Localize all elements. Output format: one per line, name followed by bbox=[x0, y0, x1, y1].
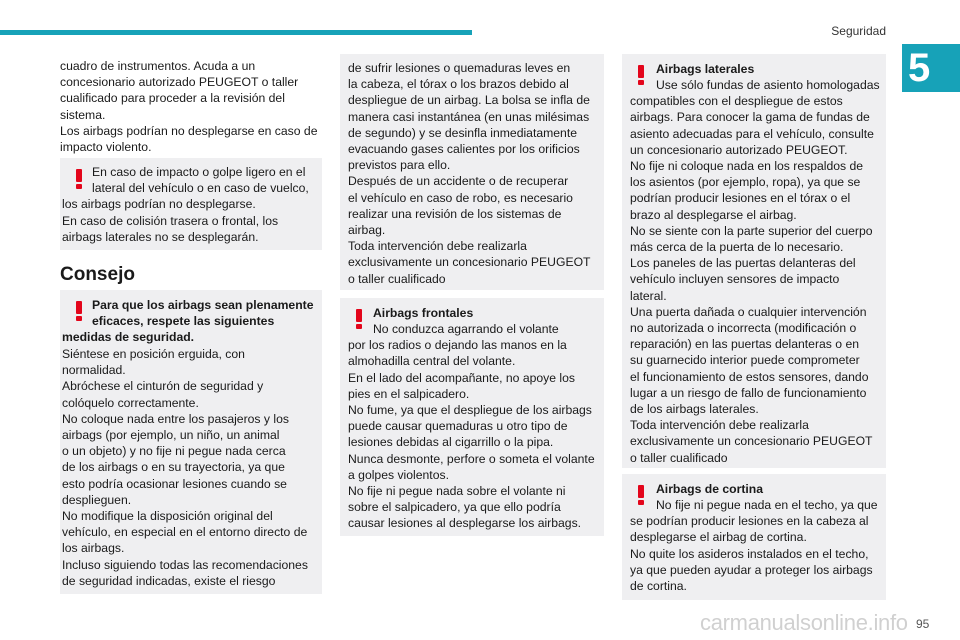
text-line: exclusivamente un concesionario PEUGEOT bbox=[348, 255, 591, 270]
text-line: concesionario autorizado PEUGEOT o taller bbox=[60, 75, 299, 90]
text-line: normalidad. bbox=[62, 363, 126, 378]
text-line: brazo al desplegarse el airbag. bbox=[630, 207, 797, 222]
text-line: lesiones debidas al cigarrillo o la pipa. bbox=[348, 435, 554, 450]
warning-impact-text bbox=[62, 164, 309, 245]
text-line: realizar una revisión de los sistemas de bbox=[348, 206, 562, 221]
text-line: No fije ni pegue nada en el techo, ya que bbox=[656, 498, 878, 512]
text-line: vehículo, en especial en el entorno directo de bbox=[62, 525, 308, 540]
text-line: Toda intervención debe realizarla bbox=[348, 239, 527, 254]
advice-text bbox=[62, 346, 308, 589]
text-line: de los airbags o en su trayectoria, ya que bbox=[62, 460, 285, 475]
text-line: no autorizada o incorrecta (modificación o bbox=[630, 321, 857, 336]
text-line: esto podría ocasionar lesiones cuando se bbox=[62, 476, 287, 491]
text-line: ya que pueden ayudar a proteger los airbags bbox=[630, 562, 873, 577]
text-line: un concesionario autorizado PEUGEOT. bbox=[630, 142, 848, 157]
text-line: No fije ni coloque nada en los respaldos de bbox=[630, 159, 864, 174]
text-line: de seguridad indicadas, existe el riesgo bbox=[62, 573, 276, 588]
text-line: Use sólo fundas de asiento homologadas bbox=[656, 78, 880, 92]
text-line: airbags. Para conocer la gama de fundas de bbox=[630, 110, 870, 125]
text-line: reparación) en las puertas delanteras o en bbox=[630, 337, 859, 352]
text-line: Los airbags podrían no desplegarse en caso de bbox=[60, 123, 318, 138]
text-line: pies en el salpicadero. bbox=[348, 386, 470, 401]
page-number: 95 bbox=[916, 617, 930, 631]
col1-intro bbox=[60, 58, 317, 155]
text-line: airbags (por ejemplo, un niño, un animal bbox=[62, 428, 280, 443]
text-line: asiento adecuadas para el vehículo, consulte bbox=[630, 126, 874, 141]
text-line: o un objeto) y no fije ni pegue nada cerca bbox=[62, 444, 286, 459]
text-line: por los radios o dejando las manos en la bbox=[348, 338, 567, 353]
text-line: desplegarse el airbag de cortina. bbox=[630, 530, 807, 545]
text-line: a golpes violentos. bbox=[348, 467, 449, 482]
info-box-continued bbox=[340, 54, 604, 290]
text-line: de cortina. bbox=[630, 579, 687, 594]
chapter-number-tab: 5 bbox=[902, 44, 960, 92]
text-line: Después de un accidente o de recuperar bbox=[348, 174, 569, 189]
text-line: manera casi instantánea (en unas milésimas bbox=[348, 109, 590, 124]
header-accent-bar bbox=[0, 30, 472, 35]
front-airbags-title: Airbags frontales bbox=[373, 306, 474, 320]
text-line: No modifique la disposición original del bbox=[62, 509, 273, 524]
text-line: la cabeza, el tórax o los brazos debido al bbox=[348, 77, 569, 92]
section-title: Seguridad bbox=[831, 24, 886, 38]
text-line: lateral del vehículo o en caso de vuelco, bbox=[92, 181, 309, 196]
text-line: No quite los asideros instalados en el techo, bbox=[630, 546, 869, 561]
text-line: eficaces, respete las siguientes bbox=[92, 314, 275, 329]
warning-box-front-airbags bbox=[340, 298, 604, 536]
text-line: o taller cualificado bbox=[630, 450, 728, 465]
text-line: previstos para ello. bbox=[348, 158, 451, 173]
text-line: de sufrir lesiones o quemaduras leves en bbox=[348, 61, 571, 75]
text-line: Los paneles de las puertas delanteras del bbox=[630, 256, 856, 271]
text-line: Abróchese el cinturón de seguridad y bbox=[62, 379, 264, 394]
text-line: se podrían producir lesiones en la cabeza al bbox=[630, 514, 869, 529]
text-line: colóquelo correctamente. bbox=[62, 395, 199, 410]
side-airbags-title: Airbags laterales bbox=[656, 62, 755, 76]
advice-box bbox=[60, 290, 322, 594]
text-line: cuadro de instrumentos. Acuda a un bbox=[60, 59, 256, 73]
text-line: Incluso siguiendo todas las recomendaciones bbox=[62, 557, 308, 572]
text-line: evacuando gases calientes por los orificios bbox=[348, 142, 580, 157]
text-line: o taller cualificado bbox=[348, 271, 446, 286]
text-line: Toda intervención debe realizarla bbox=[630, 418, 809, 433]
text-line: los airbags. bbox=[62, 541, 125, 556]
text-line: impacto violento. bbox=[60, 140, 152, 155]
text-line: exclusivamente un concesionario PEUGEOT bbox=[630, 434, 873, 449]
text-line: los asientos (por ejemplo, ropa), ya que se bbox=[630, 175, 861, 190]
text-line: airbags laterales no se desplegarán. bbox=[62, 229, 259, 244]
text-line: causar lesiones al desplegarse los airbags. bbox=[348, 516, 582, 531]
text-line: de segundo) y se desinfla inmediatamente bbox=[348, 125, 577, 140]
watermark-logo: carmanualsonline.info bbox=[700, 610, 908, 635]
warning-box-impact bbox=[60, 158, 322, 250]
warning-box-curtain-airbags bbox=[622, 474, 886, 600]
text-line: Siéntese en posición erguida, con bbox=[62, 347, 245, 361]
text-line: compatibles con el despliegue de estos bbox=[630, 94, 843, 109]
text-line: el vehículo en caso de robo, es necesario bbox=[348, 190, 573, 205]
warning-box-side-airbags bbox=[622, 54, 886, 468]
text-line: En caso de colisión trasera o frontal, los bbox=[62, 213, 279, 228]
continued-text bbox=[348, 60, 591, 287]
text-line: lugar a un riesgo de fallo de funcionamiento bbox=[630, 385, 867, 400]
side-airbags-text bbox=[630, 77, 880, 466]
front-airbags-text bbox=[348, 321, 595, 532]
curtain-airbags-text bbox=[630, 497, 878, 594]
text-line: desplieguen. bbox=[62, 492, 132, 507]
text-line: En caso de impacto o golpe ligero en el bbox=[92, 165, 306, 179]
text-line: los airbags podrían no desplegarse. bbox=[62, 197, 256, 212]
text-line: medidas de seguridad. bbox=[62, 330, 195, 345]
text-line: puede causar quemaduras u otro tipo de bbox=[348, 419, 568, 434]
text-line: vehículo incluyen sensores de impacto bbox=[630, 272, 840, 287]
text-line: airbag. bbox=[348, 223, 386, 238]
text-line: No conduzca agarrando el volante bbox=[373, 322, 559, 336]
text-line: No fume, ya que el despliegue de los airbags bbox=[348, 403, 592, 418]
text-line: No coloque nada entre los pasajeros y los bbox=[62, 411, 289, 426]
text-line: Nunca desmonte, perfore o someta el volante bbox=[348, 451, 595, 466]
text-line: lateral. bbox=[630, 288, 667, 303]
advice-bold-text bbox=[62, 297, 314, 346]
text-line: despliegue de un airbag. La bolsa se infla de bbox=[348, 93, 590, 108]
advice-heading: Consejo bbox=[60, 264, 135, 285]
text-line: No se siente con la parte superior del cuerpo bbox=[630, 223, 873, 238]
text-line: cualificado para proceder a la revisión del bbox=[60, 91, 285, 106]
text-line: su guarnecido interior puede comprometer bbox=[630, 353, 860, 368]
text-line: sistema. bbox=[60, 107, 106, 122]
text-line: de los airbags laterales. bbox=[630, 402, 759, 417]
text-line: podrían producir lesiones en el tórax o el bbox=[630, 191, 851, 206]
text-line: el funcionamiento de estos sensores, dando bbox=[630, 369, 869, 384]
text-line: sobre el salpicadero, ya que ello podría bbox=[348, 500, 561, 515]
text-line: más cerca de la puerta de lo necesario. bbox=[630, 240, 844, 255]
text-line: Para que los airbags sean plenamente bbox=[92, 298, 314, 312]
text-line: almohadilla central del volante. bbox=[348, 354, 516, 369]
text-line: En el lado del acompañante, no apoye los bbox=[348, 370, 575, 385]
text-line: No fije ni pegue nada sobre el volante ni bbox=[348, 484, 566, 499]
curtain-airbags-title: Airbags de cortina bbox=[656, 482, 764, 496]
text-line: Una puerta dañada o cualquier intervención bbox=[630, 304, 867, 319]
